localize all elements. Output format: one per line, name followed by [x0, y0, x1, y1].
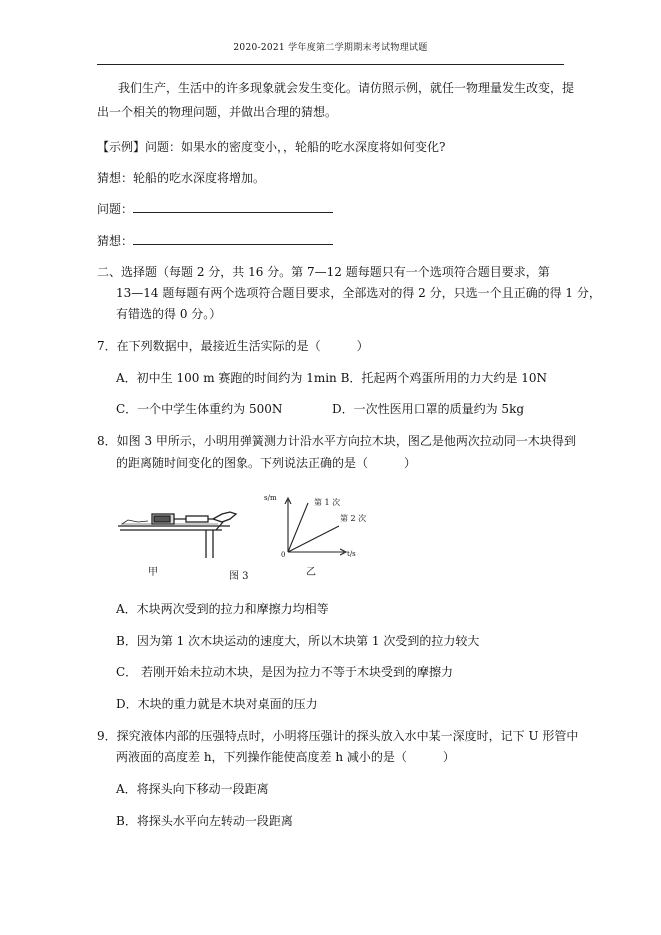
- header-rule: [97, 64, 564, 65]
- example-question: 【示例】问题：如果水的密度变小，，轮船的吃水深度将如何变化?: [97, 140, 446, 154]
- label-yi: 乙: [306, 567, 316, 578]
- label-jia: 甲: [148, 567, 158, 578]
- intro-line-2: 出一个相关的物理问题，并做出合理的猜想。: [97, 105, 338, 119]
- q8-option-b: B．因为第 1 次木块运动的速度大，所以木块第 1 次受到的拉力较大: [116, 634, 480, 648]
- series-line-1: [288, 503, 308, 552]
- spring-scale-apparatus-image: [118, 512, 236, 558]
- origin-label: 0: [281, 551, 286, 559]
- q7-option-d: D．一次性医用口罩的质量约为 5kg: [332, 402, 525, 416]
- q7-stem: 7．在下列数据中，最接近生活实际的是（ ）: [97, 339, 369, 353]
- series-line-2: [288, 526, 339, 552]
- q9-stem-2: 两液面的高度差 h，下列操作能使高度差 h 减小的是（ ）: [116, 750, 455, 764]
- q9-stem-1: 9．探究液体内部的压强特点时，小明将压强计的探头放入水中某一深度时，记下 U 形管中: [97, 729, 579, 743]
- q7-option-c: C．一个中学生体重约为 500N: [116, 402, 283, 416]
- guess-label: 猜想：: [97, 234, 134, 248]
- question-blank[interactable]: [133, 202, 333, 213]
- question-label: 问题：: [97, 202, 134, 216]
- x-axis-label: t/s: [347, 550, 356, 558]
- guess-fill-row: [97, 234, 333, 248]
- question-fill-row: [97, 202, 333, 216]
- q7-options-ab: A．初中生 100 m 赛跑的时间约为 1min B．托起两个鸡蛋所用的力大约是 10N: [116, 371, 548, 385]
- series-label-1: 第 1 次: [314, 498, 341, 507]
- q8-option-a: A．木块两次受到的拉力和摩擦力均相等: [116, 602, 329, 616]
- q8-stem-2: 的距离随时间变化的图象。下列说法正确的是（ ）: [116, 456, 417, 470]
- series-label-2: 第 2 次: [340, 514, 367, 523]
- section2-line-3: 有错选的得 0 分。）: [116, 307, 222, 321]
- intro-line-1: 我们生产，生活中的许多现象就会发生变化。请仿照示例，就任一物理量发生改变，提: [118, 81, 575, 95]
- label-figure-3: 图 3: [229, 571, 249, 582]
- example-guess: 猜想：轮船的吃水深度将增加。: [97, 171, 266, 185]
- section2-line-2: 13—14 题每题有两个选项符合题目要求，全部选对的得 2 分，只选一个且正确的得 1 分，: [116, 286, 601, 300]
- figure-3: [118, 486, 368, 586]
- page-header: 2020-2021 学年度第二学期期末考试物理试题: [233, 43, 428, 53]
- q8-option-c: C． 若刚开始未拉动木块，是因为拉力不等于木块受到的摩擦力: [116, 665, 453, 679]
- y-axis-label: s/m: [264, 494, 277, 502]
- q8-option-d: D．木块的重力就是木块对桌面的压力: [116, 697, 318, 711]
- guess-blank[interactable]: [133, 234, 333, 245]
- q9-option-b: B．将探头水平向左转动一段距离: [116, 814, 293, 828]
- section2-line-1: 二、选择题（每题 2 分，共 16 分。第 7—12 题每题只有一个选项符合题目要求，第: [97, 265, 550, 279]
- q9-option-a: A．将探头向下移动一段距离: [116, 782, 269, 796]
- q8-stem-1: 8．如图 3 甲所示，小明用弹簧测力计沿水平方向拉木块，图乙是他两次拉动同一木块得到: [97, 434, 576, 448]
